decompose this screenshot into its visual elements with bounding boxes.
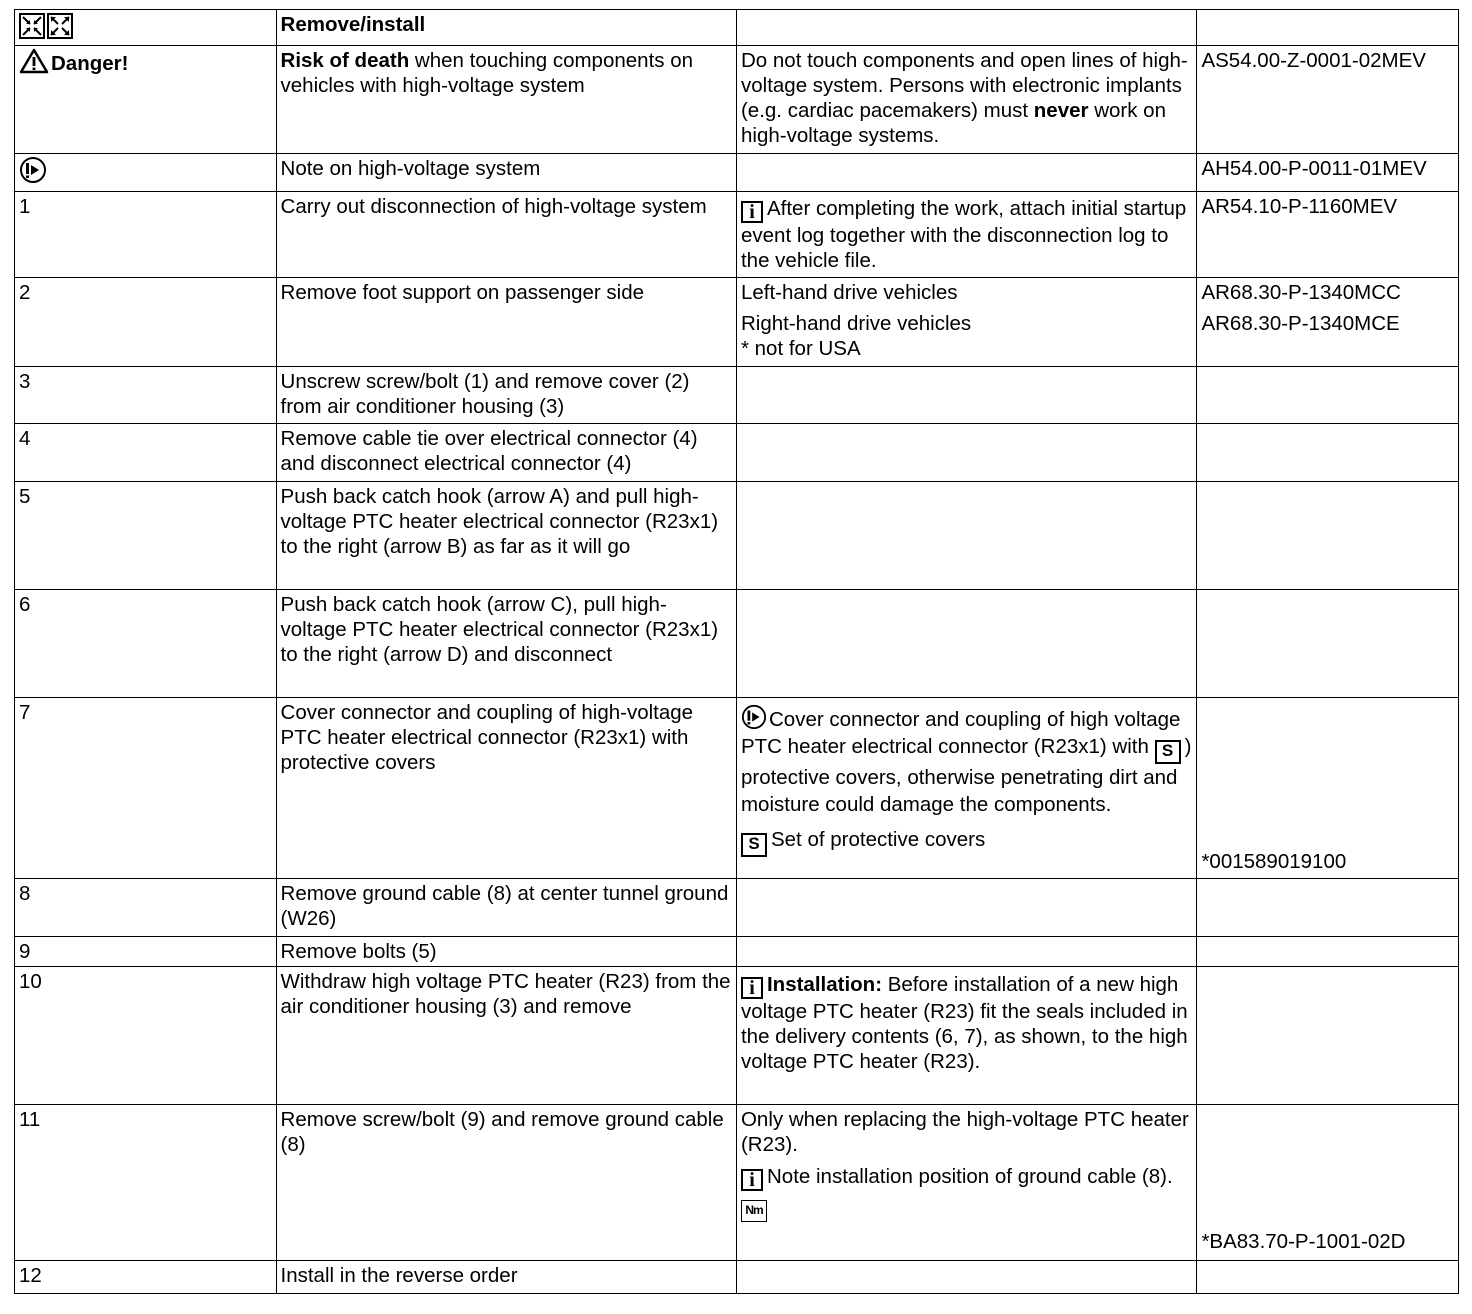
step-number: 2: [15, 278, 277, 367]
step-row: [15, 967, 1459, 1105]
header-icons-cell: [15, 10, 277, 46]
step-text: Unscrew screw/bolt (1) and remove cover (2) from air conditioner housing (3): [276, 367, 736, 424]
step-text: Remove foot support on passenger side: [276, 278, 736, 367]
special-tool-icon: S: [741, 833, 767, 857]
step-row: [15, 698, 1459, 879]
note-arrow-icon: [19, 156, 47, 184]
step-row: [15, 424, 1459, 482]
danger-row: [15, 46, 1459, 154]
step-number: 10: [15, 967, 277, 1105]
step-note: Cover connector and coupling of high voltage PTC heater electrical connector (R23x1) with S ) protective covers, otherwise penetrating dirt and moisture could damage the components. S Set of protective covers: [736, 698, 1196, 879]
step-text: Remove ground cable (8) at center tunnel ground (W26): [276, 879, 736, 937]
step-text: Remove cable tie over electrical connector (4) and disconnect electrical connector (4): [276, 424, 736, 482]
step-text: Cover connector and coupling of high-voltage PTC heater electrical connector (R23x1) with protective covers: [276, 698, 736, 879]
step-row: [15, 482, 1459, 590]
step-number: 4: [15, 424, 277, 482]
step-text: Push back catch hook (arrow A) and pull high-voltage PTC heater electrical connector (R23x1) to the right (arrow B) as far as it will go: [276, 482, 736, 590]
info-icon: i: [741, 977, 763, 999]
install-icon: [47, 13, 73, 39]
info-icon: i: [741, 201, 763, 223]
danger-text: Risk of death when touching components on vehicles with high-voltage system: [276, 46, 736, 154]
header-title: Remove/install: [276, 10, 736, 46]
warning-triangle-icon: [19, 48, 49, 74]
step-row: [15, 590, 1459, 698]
step-ref: AR54.10-P-1160MEV: [1197, 192, 1459, 278]
step-ref: *BA83.70-P-1001-02D: [1197, 1105, 1459, 1261]
torque-nm-icon: Nm: [741, 1200, 767, 1222]
note-arrow-icon: [741, 704, 767, 730]
remove-icon: [19, 13, 45, 39]
info-icon: i: [741, 1169, 763, 1191]
step-number: 1: [15, 192, 277, 278]
step-number: 7: [15, 698, 277, 879]
step-text: Withdraw high voltage PTC heater (R23) from the air conditioner housing (3) and remove: [276, 967, 736, 1105]
step-note: Only when replacing the high-voltage PTC heater (R23). i Note installation position of ground cable (8). Nm: [736, 1105, 1196, 1261]
danger-note: Do not touch components and open lines of high-voltage system. Persons with electronic implants (e.g. cardiac pacemakers) must never work on high-voltage systems.: [736, 46, 1196, 154]
step-text: Carry out disconnection of high-voltage system: [276, 192, 736, 278]
step-ref: *001589019100: [1197, 698, 1459, 879]
step-note: Left-hand drive vehicles Right-hand drive vehicles * not for USA: [736, 278, 1196, 367]
step-number: 5: [15, 482, 277, 590]
step-row: [15, 192, 1459, 278]
procedure-table: [14, 9, 1459, 1294]
step-row: [15, 879, 1459, 937]
header-row: [15, 10, 1459, 46]
note-row: [15, 154, 1459, 192]
step-number: 3: [15, 367, 277, 424]
step-note: i After completing the work, attach initial startup event log together with the disconnection log to the vehicle file.: [736, 192, 1196, 278]
note-text: Note on high-voltage system: [276, 154, 736, 192]
step-number: 8: [15, 879, 277, 937]
step-text: Install in the reverse order: [276, 1261, 736, 1294]
special-tool-icon: S: [1155, 740, 1181, 764]
step-ref: AR68.30-P-1340MCC AR68.30-P-1340MCE: [1197, 278, 1459, 367]
step-number: 9: [15, 937, 277, 967]
danger-ref: AS54.00-Z-0001-02MEV: [1197, 46, 1459, 154]
step-row: [15, 1261, 1459, 1294]
step-row: [15, 1105, 1459, 1261]
step-row: [15, 937, 1459, 967]
step-text: Remove screw/bolt (9) and remove ground cable (8): [276, 1105, 736, 1261]
step-number: 12: [15, 1261, 277, 1294]
step-number: 6: [15, 590, 277, 698]
step-text: Push back catch hook (arrow C), pull high-voltage PTC heater electrical connector (R23x1) to the right (arrow D) and disconnect: [276, 590, 736, 698]
step-row: [15, 278, 1459, 367]
step-number: 11: [15, 1105, 277, 1261]
step-text: Remove bolts (5): [276, 937, 736, 967]
danger-label: Danger!: [51, 52, 129, 75]
note-ref: AH54.00-P-0011-01MEV: [1197, 154, 1459, 192]
step-note: i Installation: Before installation of a new high voltage PTC heater (R23) fit the seals included in the delivery contents (6, 7), as shown, to the high voltage PTC heater (R23).: [736, 967, 1196, 1105]
step-row: [15, 367, 1459, 424]
